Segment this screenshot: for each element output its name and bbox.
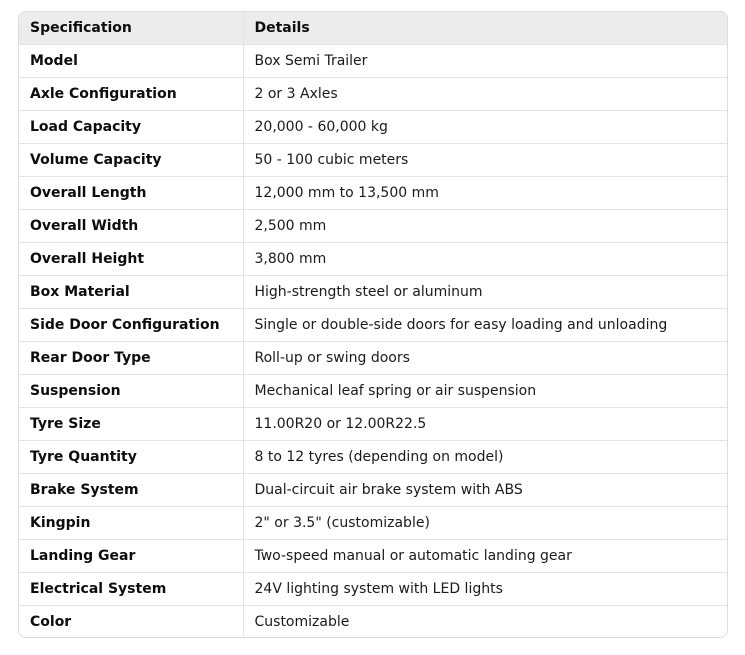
- spec-detail-cell: 24V lighting system with LED lights: [243, 572, 727, 605]
- spec-name-cell: Volume Capacity: [19, 143, 243, 176]
- table-row: [19, 308, 727, 341]
- spec-detail-cell: 12,000 mm to 13,500 mm: [243, 176, 727, 209]
- spec-detail-cell: 50 - 100 cubic meters: [243, 143, 727, 176]
- table-row: [19, 275, 727, 308]
- spec-detail-cell: Single or double-side doors for easy loading and unloading: [243, 308, 727, 341]
- table-row: [19, 374, 727, 407]
- table-row: [19, 440, 727, 473]
- spec-name-cell: Electrical System: [19, 572, 243, 605]
- table-row: [19, 407, 727, 440]
- spec-detail-cell: 2" or 3.5" (customizable): [243, 506, 727, 539]
- spec-detail-cell: 11.00R20 or 12.00R22.5: [243, 407, 727, 440]
- table-row: [19, 110, 727, 143]
- spec-name-cell: Brake System: [19, 473, 243, 506]
- spec-name-cell: Color: [19, 605, 243, 638]
- spec-detail-cell: Mechanical leaf spring or air suspension: [243, 374, 727, 407]
- spec-detail-cell: Customizable: [254, 613, 350, 630]
- table-body: [19, 44, 727, 638]
- spec-name-cell: Side Door Configuration: [19, 308, 243, 341]
- table-header: [19, 12, 727, 44]
- spec-name-cell: Rear Door Type: [19, 341, 243, 374]
- table-row: [19, 473, 727, 506]
- table-row: [19, 506, 727, 539]
- table-row: [19, 77, 727, 110]
- spec-detail-cell: Box Semi Trailer: [243, 44, 727, 77]
- spec-name-cell: Axle Configuration: [19, 77, 243, 110]
- spec-detail-cell: Roll-up or swing doors: [243, 341, 727, 374]
- spec-detail-cell: Two-speed manual or automatic landing gear: [243, 539, 727, 572]
- table-row: [19, 242, 727, 275]
- table-row: [19, 176, 727, 209]
- spec-table-container: [18, 11, 728, 638]
- header-specification: Specification: [19, 12, 243, 44]
- table-row: [19, 44, 727, 77]
- spec-detail-cell: 20,000 - 60,000 kg: [243, 110, 727, 143]
- spec-name-cell: Box Material: [19, 275, 243, 308]
- table-row: [19, 572, 727, 605]
- spec-name-cell: Overall Height: [19, 242, 243, 275]
- spec-detail-cell: Dual-circuit air brake system with ABS: [243, 473, 727, 506]
- spec-name-cell: Kingpin: [19, 506, 243, 539]
- spec-name-cell: Suspension: [19, 374, 243, 407]
- spec-name-cell: Overall Width: [19, 209, 243, 242]
- spec-name-cell: Model: [19, 44, 243, 77]
- spec-name-cell: Tyre Size: [19, 407, 243, 440]
- spec-detail-cell: 3,800 mm: [243, 242, 727, 275]
- table-row: [19, 605, 727, 638]
- table-row: [19, 143, 727, 176]
- spec-name-cell: Load Capacity: [19, 110, 243, 143]
- header-details: Details: [243, 12, 727, 44]
- spec-name-cell: Overall Length: [19, 176, 243, 209]
- spec-detail-cell: 8 to 12 tyres (depending on model): [243, 440, 727, 473]
- table-row: [19, 539, 727, 572]
- spec-name-cell: Landing Gear: [19, 539, 243, 572]
- table-row: [19, 341, 727, 374]
- spec-detail-cell: 2 or 3 Axles: [243, 77, 727, 110]
- spec-detail-cell: 2,500 mm: [243, 209, 727, 242]
- spec-name-cell: Tyre Quantity: [19, 440, 243, 473]
- header-row: [19, 12, 727, 44]
- spec-table: [19, 12, 727, 638]
- spec-detail-cell: High-strength steel or aluminum: [243, 275, 727, 308]
- table-row: [19, 209, 727, 242]
